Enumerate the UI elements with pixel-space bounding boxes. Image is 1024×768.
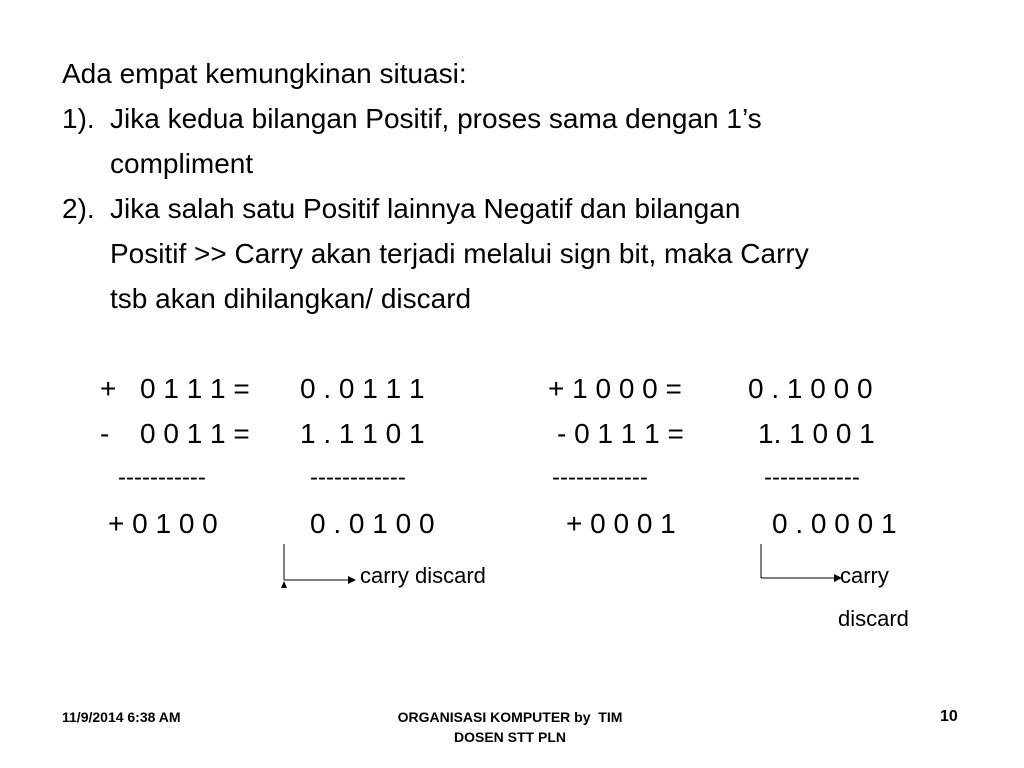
left-carry-arrow: [278, 540, 358, 590]
left-op-minus: -: [100, 418, 110, 449]
left-rule-1: -----------: [118, 464, 206, 491]
right-carry-note-1: carry: [840, 563, 889, 588]
left-rule-2: ------------: [310, 464, 406, 491]
right-operand-b: - 0 1 1 1 =: [557, 418, 684, 449]
item-2-line-2: Positif >> Carry akan terjadi melalui sign bit, maka Carry: [110, 238, 809, 269]
left-operand-b: 0 0 1 1 =: [140, 418, 250, 449]
right-rule-2: ------------: [764, 464, 860, 491]
left-operand-a-sm: 0 . 0 1 1 1: [300, 373, 425, 404]
item-1-marker: 1).: [62, 103, 95, 134]
intro-text: Ada empat kemungkinan situasi:: [62, 58, 467, 89]
footer-title-1: ORGANISASI KOMPUTER by TIM: [397, 709, 623, 725]
left-result-sm: 0 . 0 1 0 0: [310, 508, 435, 539]
right-rule-1: ------------: [552, 464, 648, 491]
left-result: + 0 1 0 0: [108, 508, 218, 539]
item-2-line-1: Jika salah satu Positif lainnya Negatif dan bilangan: [110, 193, 741, 224]
left-operand-b-sm: 1 . 1 1 0 1: [300, 418, 425, 449]
right-carry-arrow: [756, 540, 846, 590]
left-operand-a: 0 1 1 1 =: [140, 373, 250, 404]
footer-title-2: DOSEN STT PLN: [453, 729, 566, 745]
item-1-line-1: Jika kedua bilangan Positif, proses sama dengan 1’s: [110, 103, 762, 134]
left-op-plus: +: [100, 373, 117, 404]
item-2-line-3: tsb akan dihilangkan/ discard: [110, 283, 472, 314]
right-operand-b-sm: 1. 1 0 0 1: [758, 418, 875, 449]
right-operand-a: + 1 0 0 0 =: [548, 373, 682, 404]
right-result: + 0 0 0 1: [566, 508, 676, 539]
item-1-line-2: compliment: [110, 148, 254, 179]
footer-date: 11/9/2014 6:38 AM: [62, 709, 181, 725]
item-2-marker: 2).: [62, 193, 95, 224]
right-result-sm: 0 . 0 0 0 1: [772, 508, 897, 539]
right-carry-note-2: discard: [838, 606, 909, 631]
right-operand-a-sm: 0 . 1 0 0 0: [748, 373, 873, 404]
page-number: 10: [940, 708, 958, 725]
left-carry-note: carry discard: [360, 563, 486, 588]
